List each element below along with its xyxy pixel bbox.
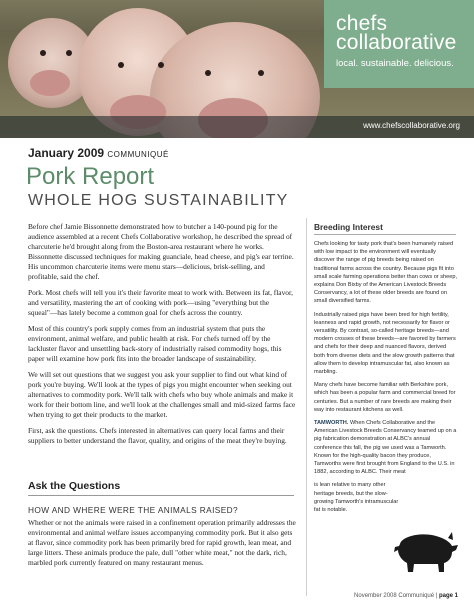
pig-eye bbox=[66, 50, 72, 56]
body-paragraph: We will set out questions that we suggest you ask your supplier to find out what kind of pork you're buying. We'll look at the types of pigs you might encounter when seeking out alternatives to commodity pork. We'll talk with chefs who buy whole animals and make it work for their bottom line, and we'll look at the challenges small and mid-sized farms face when trying to get their products to the market. bbox=[28, 370, 296, 419]
pig-eye bbox=[158, 62, 164, 68]
subsection-body: Whether or not the animals were raised in a confinement operation primarily addresses the environmental and animal welfare issues accompanying commodity pork. But it also gets at flavor, since commodity pork has been primarily bred for rapid growth, lean meat, and large litters. These animals produce the pale, dull "other white meat," not the dark, rich, marbled pork currently featured on many restaurant menus. bbox=[28, 518, 296, 567]
sidebar-body bbox=[314, 240, 458, 519]
sidebar-divider bbox=[314, 234, 456, 235]
logo-line-1: chefs bbox=[336, 12, 388, 35]
pig-eye bbox=[205, 70, 211, 76]
section-heading: Ask the Questions bbox=[28, 480, 121, 492]
pig-eye bbox=[258, 70, 264, 76]
pig-eye bbox=[40, 50, 46, 56]
subsection-heading: HOW AND WHERE WERE THE ANIMALS RAISED? bbox=[28, 505, 239, 515]
article-subtitle: WHOLE HOG SUSTAINABILITY bbox=[28, 192, 289, 209]
article-body bbox=[28, 222, 296, 452]
issue-label: COMMUNIQUÉ bbox=[107, 150, 169, 159]
sidebar-paragraph: Chefs looking for tasty pork that's been humanely raised with low impact to the environment will eventually discover the range of pig breeds being raised on traditional farms across the country. Because pigs fit into small scale farming operations better than cows or sheep, explains Don Bixby of the American Livestock Breeds Conservancy, a lot of these older breeds are found on small diversified farms. bbox=[314, 241, 458, 305]
tamworth-lead: TAMWORTH. bbox=[314, 420, 349, 427]
page-footer bbox=[354, 593, 458, 599]
body-paragraph: Before chef Jamie Bissonnette demonstrated how to butcher a 140-pound pig for the audience assembled at a recent Chefs Collaborative workshop, he described the spread of charcuterie he'd brought along from the Boston-area restaurant where he works. Bissonnette discussed techniques for making guanciale, head cheese, and pig's ear terrine. His uncommon charcuterie items were menu stars—delicious, brisk-selling, and profitable, said the chef. bbox=[28, 222, 294, 281]
pig-silhouette-icon bbox=[392, 528, 460, 574]
logo-tagline: local. sustainable. delicious. bbox=[336, 58, 454, 69]
footer-text: November 2008 Communiqué | bbox=[354, 593, 438, 599]
body-paragraph: First, ask the questions. Chefs interested in alternatives can query local farms and their suppliers to better understand the flavor, quality, and origins of the meat they're buying. bbox=[28, 426, 287, 445]
issue-date-line bbox=[28, 146, 169, 160]
body-paragraph: Pork. Most chefs will tell you it's their favorite meat to work with. Between its fat, flavor, and versatility, mastering the art of cooking with pork—using "everything but the squeal"—has lately become a common goal for chefs across the country. bbox=[28, 288, 293, 317]
body-paragraph: Most of this country's pork supply comes from an industrial system that puts the environment, animal welfare, and public health at risk. For chefs turned off by the lackluster flavor and unsettling back-story of industrially raised commodity hogs, this paper will examine how pork fits into the broader landscape of sustainability. bbox=[28, 324, 282, 363]
tamworth-text: When Chefs Collaborative and the American Livestock Breeds Conservancy teamed up on a pig fabrication demonstration at ALBC's annual conference this fall, the pig we used was a Tamworth. Known for the high-quality bacon they produce, Tamworths were first brought from England to the U.S. in 1882, according to ALBC. Their meat bbox=[314, 420, 457, 476]
sidebar-paragraph: Many chefs have become familiar with Berkshire pork, which has been a popular farm and commercial breed for centuries. But a number of rare breeds are making their way into restaurant kitchens as well. bbox=[314, 382, 456, 413]
page-number: page 1 bbox=[438, 593, 458, 599]
logo-line-2: collaborative bbox=[336, 31, 457, 54]
pig-eye bbox=[118, 62, 124, 68]
logo-box bbox=[324, 0, 474, 88]
sidebar-paragraph-tail: is lean relative to many other heritage breeds, but the slow-growing Tamworth's intramuscular fat is notable. bbox=[314, 482, 399, 514]
header-photo bbox=[0, 0, 474, 138]
sidebar-paragraph: Industrially raised pigs have been bred for high fertility, leanness and rapid growth, not necessarily for flavor or versatility. By contrast, so-called heritage breeds—and modern crosses of these breeds—are favored by farmers and chefs for their deep and nuanced flavors, derived both from diverse diets and the slow growth patterns that allow them to develop intramuscular fat, also known as marbling. bbox=[314, 311, 456, 376]
article-title: Pork Report bbox=[26, 163, 155, 190]
issue-date: January 2009 bbox=[28, 146, 105, 160]
sidebar-paragraph-tamworth bbox=[314, 419, 458, 476]
pig-snout bbox=[30, 70, 70, 96]
sidebar-heading: Breeding Interest bbox=[314, 222, 383, 232]
logo bbox=[336, 14, 457, 52]
divider bbox=[28, 495, 294, 496]
website-url[interactable]: www.chefscollaborative.org bbox=[363, 121, 460, 130]
